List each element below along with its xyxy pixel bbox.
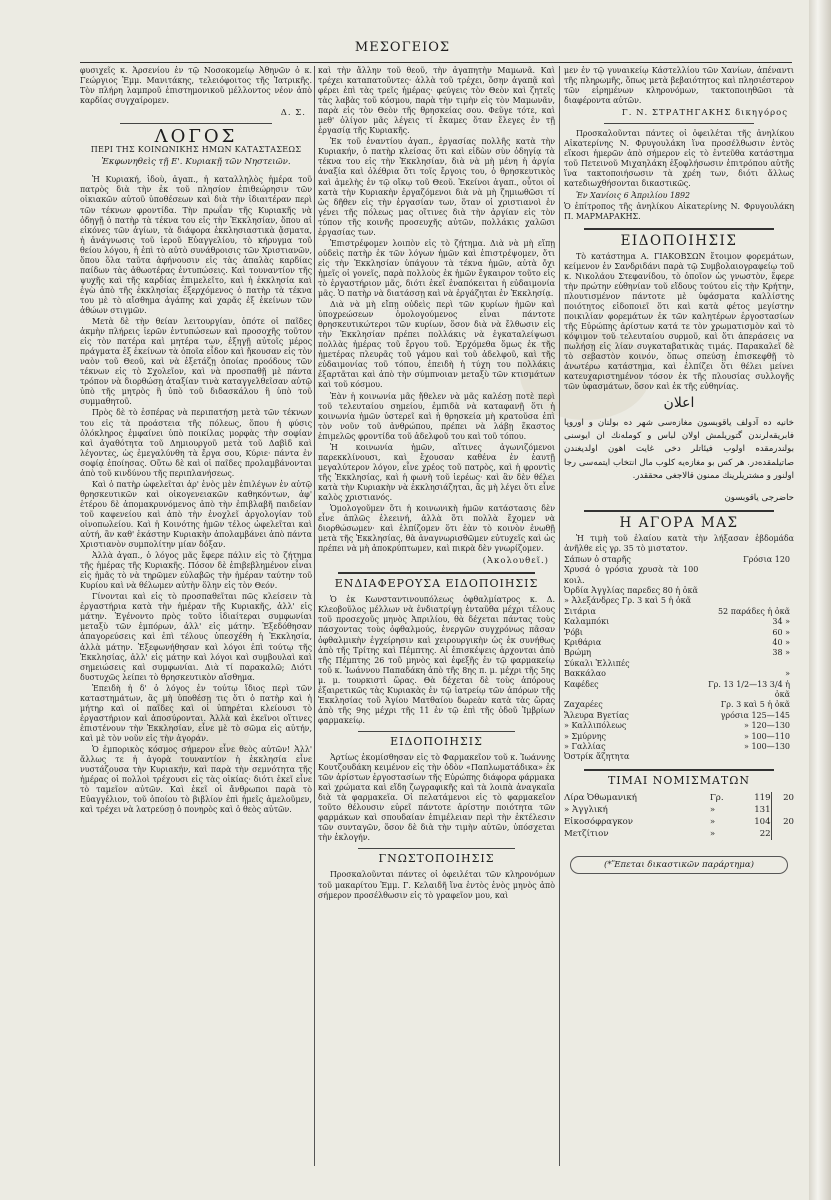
price-value: Γρόσια 120 bbox=[743, 554, 790, 564]
price-item: Σιτάρια bbox=[564, 606, 596, 616]
price-value: 38 » bbox=[772, 648, 790, 658]
article-paragraph: Ὁμολογοῦμεν ὅτι ἡ κοινωνικὴ ἡμῶν κατάστασις δὲν εἶνε ἁπλῶς ἐλεεινή, ἀλλὰ ὅτι πολλὰ ἔχομεν νὰ διορθώσωμεν· καὶ ἐλπίζομεν ὅτι ἐὰν τὸ κοινὸν ἐνωθῇ μετὰ τῆς Ἐκκλησίας, θὰ ἀναγνωρισθῶμεν εὐτυχεῖς καὶ ὡς πρέπει νὰ μὴ ἀποκρύπτωμεν, καὶ πικρὰ δὲν γνωρίζομεν. bbox=[318, 504, 555, 554]
continued-note: (Ἀκολουθεῖ.) bbox=[482, 556, 549, 567]
notice-title: ΕΙΔΟΠΟΙΗΣΙΣ bbox=[390, 734, 483, 748]
price-value: 34 » bbox=[772, 617, 790, 627]
article-paragraph: Ἐὰν ἡ κοινωνία μᾶς ἤθελεν νὰ μᾶς καλέσῃ ποτὲ περὶ τοῦ τελευταίου σημείου, ἐμπιδὰ νὰ καταφανῇ ὅτι ἡ κοινωνία ἡμῶν ὑστερεῖ καὶ ἡ θρησκεία μὴ κρατοῦσα ἐπὶ τὸν νοῦν τοῦ ἀνθρώπου, πρέπει νὰ λάβῃ ἕκαστος ἐπιμελῶς φροντίδα τοῦ ἀδελφοῦ του καὶ τοῦ τόπου. bbox=[318, 391, 555, 441]
price-row bbox=[564, 721, 794, 731]
article-paragraph: Διὰ νὰ μὴ εἴπῃ οὐδεὶς περὶ τῶν κυρίων ἡμῶν καὶ ὑποχρεώσεων ὁμολογούμενος εἶναι πάντοτε θρησκευτικώτεροι τῶν κυρίων, ὅσον διὰ νὰ ἔλθωσιν εἰς τὴν Ἐκκλησίαν πρέπει πολλάκις νὰ ἐγκαταλείψωσι πολλὰς ἡμέρας τοῦ ἔργου τοῦ. Ἐρχόμεθα ὅμως ἐκ τῆς ἡμετέρας πλευρᾶς τοῦ γάμου καὶ τοῦ ἀδελφοῦ, καὶ τῆς εὐδαιμονίας τοῦ τόπου, ἐπειδὴ ἡ τύχη του πολλάκις ἐξαρτᾶται καὶ ἀπὸ τὴν σύμπνοιαν μεταξὺ τῶν κτισμάτων καὶ τοῦ κόσμου. bbox=[318, 300, 555, 390]
price-value: 40 » bbox=[772, 638, 790, 647]
price-row bbox=[564, 607, 794, 617]
article-paragraph: Ὁ ἐμπορικὸς κόσμος σήμερον εἶνε θεὸς αὐτῶν! Ἀλλ' ἄλλως τε ἡ ἀγορὰ τουναντίον ἡ ἐκκλησία εἶνε νυστάζουσα τὴν Κυριακήν, καὶ παρὰ τὴν σεμνότητα τῆς ἡμέρας οἱ πολλοὶ τρέχουσι εἰς τὰς οἰκίας· διότι ἐκεῖ εἶνε τὸ ταμεῖον αὐτῶν. Καὶ ἐκεῖ οἱ ἄνθρωποι παρὰ τὸ Εὐαγγέλιον, τοῦ ὁποίου τὸ βιβλίον ἐπὶ ἡμεῖς ἀμελοῦμεν, καὶ τρέχει νὰ λατρεύσῃ ὁ πονηρὸς καὶ ὁ θεὸς αὐτῶν. bbox=[80, 745, 312, 815]
price-row bbox=[564, 617, 794, 627]
price-row bbox=[564, 648, 794, 658]
price-item: Ῥόβι bbox=[564, 627, 583, 637]
price-value: » bbox=[785, 669, 790, 679]
article-paragraph: Ἐπειδὴ ἡ δ' ὁ λόγος ἐν τούτῳ ἴδιος περὶ τῶν καταστημάτων, ἂς μὴ ὑποθέσῃ τις ὅτι ὁ πατὴρ καὶ ἡ μήτηρ καὶ οἱ παῖδες καὶ οἱ ὑπηρέται κλείουσι τὸ ἐργαστήριον καὶ ἀποσύρονται. Ἀλλὰ καὶ ἐκεῖνοι οἵτινες ἐπιστένουν τὴν Ἐκκλησίαν, εἶνε μὲ τὸ σῶμα εἰς αὐτήν, καὶ μὲ τὸν νοῦν εἰς τὴν ἀγοράν. bbox=[80, 683, 312, 743]
price-row bbox=[564, 700, 794, 710]
price-value: γρόσια 125—145 bbox=[720, 710, 790, 720]
price-item: » Σμύρνης bbox=[564, 731, 606, 741]
currency-row bbox=[564, 816, 794, 828]
column-2 bbox=[318, 66, 555, 1176]
article-subtitle: ΠΕΡΙ ΤΗΣ ΚΟΙΝΩΝΙΚΗΣ ΗΜΩΝ ΚΑΤΑΣΤΑΣΕΩΣ bbox=[90, 145, 302, 155]
intro-paragraph: φυσιχεῖς κ. Ἀρσενίου ἐν τῷ Νοσοκομείῳ Ἀθηνῶν ὁ κ. Γεώργιος Ἐμμ. Μανιτάκης, τελειόφοιτος τῆς Ἰατρικῆς. Τὸν πλήρη λαμπροῦ ἐπιστημονικοῦ μέλλοντος νέον ἀπὸ καρδίας συγχαίρομεν. bbox=[80, 66, 312, 106]
price-item: Βακκάλαο bbox=[564, 669, 606, 679]
price-item: Βρώμη bbox=[564, 648, 592, 658]
price-value bbox=[698, 565, 794, 586]
currency-subunit bbox=[771, 828, 794, 840]
price-row bbox=[564, 555, 794, 565]
notice-text: Προσκαλοῦνται πάντες οἱ ὀφειλέται τῶν κληρονόμων τοῦ μακαρίτου Ἐμμ. Γ. Κελαιδῆ ἵνα ἐντὸς ἑνὸς μηνὸς ἀπὸ σήμερον προσέλθωσιν εἰς τὸ γραφεῖον μου, καὶ bbox=[318, 870, 555, 900]
price-row bbox=[564, 711, 794, 721]
notice-title: ΕΝΔΙΑΦΕΡΟΥΣΑ ΕΙΔΟΠΟΙΗΣΙΣ bbox=[334, 577, 539, 591]
currency-name: Μετζίτιον bbox=[564, 828, 609, 839]
separator bbox=[584, 769, 774, 771]
separator bbox=[120, 123, 272, 124]
article-paragraph: καὶ τὴν ἄλλην τοῦ θεοῦ, τὴν ἀγαπητὴν Μαμωνᾶ. Καὶ τρέχει καταπατοῦντες· ἀλλὰ τοῦ τρέχει, ὅσην ἀγαπᾷ καὶ φέρει ἐπὶ τὰς τρεῖς ἡμέρας· φεύγεις τὸν Θεὸν καὶ ζητεῖς τὰς λαβὰς τοῦ κόσμου, παρὰ τὴν τιμὴν εἰς τὸν Μαμωνᾶν, παρὰ εἰς τὸν Θεὸν τῆς θρησκείας σου. Φεῦγε τότε, καὶ μεθ' ὀλίγον μᾶς λέγεις τί ἔκαμες ὅταν ἔλεγες ἐν τῇ ἐργασίᾳ τῆς Κυριακῆς. bbox=[318, 66, 555, 136]
market-intro: Ἡ τιμὴ τοῦ ἐλαίου κατὰ τὴν λήξασαν ἑβδομάδα ἀνῆλθε εἰς γρ. 35 τὸ μιστατον. bbox=[564, 533, 794, 553]
article-paragraph: Ἐπιστρέφομεν λοιπὸν εἰς τὸ ζήτημα. Διὰ νὰ μὴ εἴπῃ οὐδεὶς πατὴρ ἐκ τῶν λόγων ἡμῶν καὶ ἐπιστρέψομεν, ὅτι εἰς τὴν Ἐκκλησίαν ὑπάγουν τὰ τέκνα ἡμῶν, αὐτὰ ὄχι ἡμεῖς οἱ γονεῖς, παρὰ πολλοὺς ἐκ ἡμῶν ἔγκαιρον τοῦτο εἰς τὸ ἐργαστήριον μᾶς, διότι ἐκεῖ ἐναπόκειται ἡ εὐδαιμονία μᾶς. Ὁ πατὴρ νὰ διατάσσῃ καὶ νὰ ἐργάζηται ἐν Ἐκκλησίᾳ. bbox=[318, 238, 555, 299]
currency-title: ΤΙΜΑΙ ΝΟΜΙΣΜΑΤΩΝ bbox=[607, 773, 751, 787]
currency-unit: Γρ. bbox=[709, 792, 724, 803]
currency-name: » Ἀγγλική bbox=[564, 804, 608, 815]
price-row bbox=[564, 565, 794, 586]
masthead-rule bbox=[80, 62, 792, 63]
price-item: Ζαχαρέες bbox=[564, 700, 603, 710]
price-value: Γρ. 3 καὶ 5 ἡ ὀκᾶ bbox=[720, 700, 790, 710]
price-value: » 120—130 bbox=[744, 721, 790, 731]
column-1 bbox=[80, 66, 312, 1156]
article-paragraph: Μετὰ δὲ τὴν θείαν λειτουργίαν, ὁπότε οἱ παῖδες ἀκμὴν πλήρεις ἱερῶν ἐντυπώσεων καὶ προσοχῆς τοῦτον εἰς τὸν πατέρα καὶ μητέρα των, ἐξηγῇ αὐτοῖς μέρος πράγματα ἐξ ἐκείνων τὰ ὁποῖα εἶδον καὶ ἤκουσαν εἰς τὸν ναὸν τοῦ Θεοῦ, καὶ νὰ ἐξετάζῃ ὁποίας προόδους τῶν τέκνων εἰς τὸ Σχολεῖον, καὶ νὰ προσπαθῇ μὲ πάντα τρόπον νὰ διορθώσῃ ἀταξίαν τινὰ καταγγελθεῖσαν αὐτῷ ὑπὸ τῆς μητρὸς ἢ ὑπὸ τοῦ διδασκάλου ἢ ὑπὸ τοῦ συμμαθητοῦ. bbox=[80, 317, 312, 407]
price-item: » Γαλλίας bbox=[564, 742, 606, 752]
price-row bbox=[564, 659, 794, 669]
separator bbox=[358, 731, 515, 732]
price-row bbox=[564, 732, 794, 742]
currency-value: 22 bbox=[759, 828, 771, 839]
price-row bbox=[564, 628, 794, 638]
column-divider bbox=[559, 66, 560, 1166]
article-paragraph: Ἡ κοινωνία ἡμῶν, αἵτινες ἀγωνιζόμενοι παρεκκλίνουσι, καὶ ἔχουσαν καθένα ἐν ἑαυτῇ μεγαλύτερον λόγον, εἶνε χρέος τοῦ πατρὸς, καὶ ἡ φροντὶς τῆς Ἐκκλησίας, καὶ ἡ φωνὴ τοῦ ἱερέως· καὶ ἂν δὲν θέλει κατὰ τὴν Κυριακὴν νὰ ἐκκλησιάζηται, ἂς μὴ λέγει ὅτι εἶνε καλὸς χριστιανός. bbox=[318, 442, 555, 502]
currency-row bbox=[564, 792, 794, 804]
price-value: » 100—110 bbox=[744, 731, 790, 741]
currency-row bbox=[564, 804, 794, 816]
market-title: Η ΑΓΟΡΑ ΜΑΣ bbox=[619, 514, 739, 531]
price-item: » Καλλιπόλεως bbox=[564, 721, 627, 731]
currency-value: 104 bbox=[754, 816, 771, 827]
notice-text: μεν ἐν τῷ γυναικείῳ Κάστελλίου τῶν Χανίων, ἀπέναντι τῆς πληρωμῆς, ὅπως μετὰ βεβαιότητος καὶ πλησιέστερον τῶν εἰρημένων κληρονόμων, τακτοποιηθῶσι τὰ διαφέροντα αὐτῶν. bbox=[564, 66, 794, 106]
article-paragraph: Ἡ Κυριακή, ἰδοὺ, ἀγαπ., ἡ καταλληλὸς ἡμέρα τοῦ πατρὸς διὰ τὴν ἐκ τοῦ πλησίον ἐπιθεώρησιν τῶν οἰκιακῶν αὐτοῦ ὑποθέσεων καὶ διὰ τὴν ἰδιαιτέραν περὶ τῶν τέκνων φροντίδα. Τὴν πρωΐαν τῆς Κυριακῆς νὰ ὁδηγῇ ὁ πατὴρ τὰ τέκνα του εἰς τὴν Ἐκκλησίαν, ὅπου αἱ εἰκόνες τῶν ἁγίων, τὰ διάφορα ἐκκλησιαστικὰ ᾄσματα, ἡ ἀνάγνωσις τοῦ ἱεροῦ Εὐαγγελίου, τὸ κήρυγμα τοῦ θείου λόγου, ἡ ἐπὶ τὸ αὐτὸ συνάθροισις τῶν Χριστιανῶν, ὅπου ὅλα ταῦτα ἀφήνουσιν εἰς τὰς ἁπαλὰς καρδίας παίδων τὰς ἀθωοτέρας ἐντυπώσεις. Καὶ τουναντίον τῆς ψυχῆς καὶ τῆς καρδίας ἐπιμελεῖτο, καὶ ἡ ἐκκλησία καὶ ἐγὼ ἀπὸ τῆς ἐκκλησίας ἐξερχόμενος ὁ πατὴρ τὰ τέκνα του μὲ τὸ αἴσθημα ἀγάπης καὶ χαρᾶς ἐξ ἐκείνων τῶν ἀθώων στιγμῶν. bbox=[80, 175, 312, 315]
price-value bbox=[698, 596, 794, 606]
currency-name: Λίρα Ὀθωμανική bbox=[564, 792, 637, 803]
price-table bbox=[564, 555, 794, 763]
notice-text: Ἀρτίως ἐκομίσθησαν εἰς τὸ Φαρμακεῖον τοῦ κ. Ἰωάννης Κουτζουδάκη κειμένον εἰς τὴν ὁδὸν «Παπλωματάδικα» ἐκ τῶν ἀρίστων ἐργοστασίων τῆς Εὐρώπης διάφορα φάρμακα καὶ χρώματα καὶ εἴδη ζωγραφικῆς καὶ τὰ λοιπὰ ἀναγκαῖα διὰ τὰ φαρμακεῖα. Οἱ πελατάμενοι εἰς τὸ φαρμακεῖον τοῦτο θέλουσιν εὑρεῖ πάντοτε ἀρίστην ποιότητα τῶν φαρμάκων καὶ σπουδαίαν ἐπιμέλειαν περὶ τὴν ἐκτέλεσιν τῶν συνταγῶν, ὅσον δὲ διὰ τὴν τιμὴν αὐτῶν, ὑπόσχεται τὴν ἐκλογήν. bbox=[318, 753, 555, 843]
price-row bbox=[564, 669, 794, 679]
price-item: Σάπων ὁ σταρῆς bbox=[564, 554, 631, 564]
price-value bbox=[698, 659, 794, 669]
price-row bbox=[564, 596, 794, 606]
price-item: Σύκαλι Ἐλλιπές bbox=[564, 658, 630, 668]
price-row bbox=[564, 752, 794, 762]
article-paragraph: Ἀλλὰ ἀγαπ., ὁ λόγος μᾶς ἔφερε πάλιν εἰς τὸ ζήτημα τῆς ἡμέρας τῆς Κυριακῆς. Πόσον δὲ ἐπιβεβλημένον εἶναι εἰς ἡμᾶς τὸ νὰ τηρῶμεν εὐλαβῶς τὴν ἡμέραν ταύτην τοῦ Κυρίου καὶ νὰ θέλωμεν αὐτὴν ὅλην εἰς τὸν Θεόν. bbox=[80, 551, 312, 591]
price-item: Κριθάρια bbox=[564, 638, 602, 647]
price-item: Χρυσά ὁ γρόσια χρυσὰ τὰ 100 κοιλ. bbox=[564, 565, 699, 585]
currency-value: 131 bbox=[754, 804, 771, 815]
column-divider bbox=[314, 66, 315, 1166]
currency-value: 119 bbox=[754, 792, 771, 803]
arabic-text: خانيه ده آدولف ياقوبسون مغازه‌سی شهر ده بولنان و اوروپا فابريقه‌لرندن گتوريلمش اولان لباس و كومله‌نك ان ايوسنی بولندرمقده اولوب فيئاتلر دخی غايت اهون اولدیغندن صاتيلمقده‌در. هر كس بو مغازه‌يه كلوب مال انتخاب ايتمه‌سی رجا اولنور و مشتريلرينك ممنون قالاجغی محققدر. bbox=[564, 418, 794, 481]
price-item: Καφέδες bbox=[564, 679, 599, 689]
arabic-signature: حاضرجی ياقوبسون bbox=[724, 492, 794, 503]
price-item: Ἄλευρα Βγετίας bbox=[564, 710, 629, 720]
article-paragraph: Ἐκ τοῦ ἐναντίου ἀγαπ., ἐργασίας πολλῆς κατὰ τὴν Κυριακήν, ὁ πατὴρ κλείσας ὅτι καὶ εἰδὼν σὺν ὁδηγίᾳ τὰ τέκνα του εἰς τὴν Ἐκκλησίαν, διὰ νὰ μὴ μένη ἡ ἀργία ἀναξία καὶ ὀλέθρια ὅτι τοῖς ἔργοις του, ὁ θρησκευτικὸς καὶ ἀμελὴς ἐν τῷ οἴκῳ τοῦ Θεοῦ. Ἐκείνοι ἀγαπ., οὗτοι οἱ κατὰ τὴν Κυριακὴν ἐργαζόμενοι διὰ νὰ μὴ ζημιωθῶσι τί ὡς δῆθεν εἰς τὴν ἐργασίαν των, ὅταν οἱ χριστιανοὶ ἐν γένει τῆς πόλεως μας οἵτινες διὰ τὴν ἀργίαν εἰς τὸν τύπον τῆς κοινῆς προσευχῆς αὐτῶν, πολλάκις χαλῶσι ἐργασίας των. bbox=[318, 137, 555, 237]
price-value: Γρ. 13 1/2—13 3/4 ἡ ὀκᾶ bbox=[708, 679, 790, 700]
notice-place-date: Ἐν Χανίοις 6 Ἀπριλίου 1892 bbox=[576, 190, 691, 200]
currency-unit: » bbox=[709, 828, 716, 839]
notice-title: ΕΙΔΟΠΟΙΗΣΙΣ bbox=[620, 232, 738, 249]
masthead-title: ΜΕΣΟΓΕΙΟΣ bbox=[354, 40, 451, 55]
article-paragraph: Πρὸς δὲ τὸ ἑσπέρας νὰ περιπατήσῃ μετὰ τῶν τέκνων του εἰς τὰ προάστεια τῆς πόλεως, ὅπου ἡ φύσις ὁλόκληρος ἐμφαίνει ὑπὸ ποικίλας μορφὰς τὴν σοφίαν καὶ ἀγαθότητα τοῦ Δημιουργοῦ μετὰ τοῦ Δαβὶδ καὶ λέγοντες, ὡς ἐμεγαλύνθη τὰ ἔργα σου, Κύριε· πάντα ἐν σοφίᾳ ἐποίησας. Οὕτω δὲ καὶ οἱ παῖδες προλαμβάνονται ἀπὸ τοῦ κινδύνου τῆς περιπλανήσεως. bbox=[80, 408, 312, 478]
article-paragraph: Γίνονται καὶ εἰς τὸ προσπαθεῖται πῶς κλείσειν τὰ ἐργαστήρια κατὰ τὴν ἡμέραν τῆς Κυριακῆς, ἀλλ' εἰς μάτην. Ἐγένοντο πρὸς τοῦτο ἰδιαίτεραι συμφωνίαι μεταξὺ τῶν ἐμπόρων, ἀλλ' εἰς μάτην. Ἐξεδόθησαν ἀπαγορεύσεις καὶ ἐπὶ τέλους ὑπεσχέθη ἡ Ἐκκλησία, ἀλλὰ μάτην. Ἐξεφωνήθησαν καὶ λόγοι ἐπὶ τούτῳ τῆς Ἐκκλησίας, ἀλλ' εἰς μάτην καὶ λόγοι καὶ συμβουλαὶ καὶ σημειώσεις καὶ συμφωνίαι. Διὰ τί παρακαλῶ; Διότι δυστυχῶς λείπει τὸ θρησκευτικὸν αἴσθημα. bbox=[80, 592, 312, 682]
price-row bbox=[564, 638, 794, 648]
currency-subunit bbox=[771, 804, 794, 816]
separator bbox=[358, 848, 515, 849]
currency-row bbox=[564, 828, 794, 840]
currency-table bbox=[564, 792, 794, 840]
currency-unit: » bbox=[709, 816, 716, 827]
price-value: 52 παράδες ἡ ὀκᾶ bbox=[717, 606, 790, 616]
notice-signature: Γ. Ν. ΣΤΡΑΤΗΓΑΚΗΣ δικηγόρος bbox=[621, 108, 788, 119]
price-row bbox=[564, 742, 794, 752]
column-3 bbox=[564, 66, 794, 1166]
price-value bbox=[698, 752, 794, 762]
article-paragraph: Καὶ ὁ πατὴρ ὠφελεῖται ἀρ' ἑνὸς μὲν ἐπιλέγων ἐν αὐτῷ θρησκευτικῶν καὶ οἰκογενειακῶν καθηκόντων, ἀφ' ἑτέρου δὲ ἀπομακρυνόμενος ἀπὸ τὴν ἐπιβλαβῆ παιδείαν τοῦ καφενείου καὶ ἀπὸ τὴν ἐνοχλεῖ ἀργολογίαν τοῦ οἰνοπωλείου. Καὶ ἡ Κοινότης ἡμῶν τέλος ὠφελεῖται καὶ αὐτή, ἂν καθ' ἑκάστην Κυριακὴν ἀπολαμβάνει ἀπὸ πάντα Χριστιανὸν συμπολίτην μίαν δόξαν. bbox=[80, 479, 312, 550]
notice-signature: Ὁ ἐπίτροπος τῆς ἀνηλίκου Αἰκατερίνης Ν. Φρυγουλάκη Π. ΜΑΡΜΑΡΑΚΗΣ. bbox=[564, 201, 794, 221]
arabic-title: اعلان bbox=[663, 395, 695, 412]
notice-text: Προσκαλοῦνται πάντες οἱ ὀφειλέται τῆς ἀνηλίκου Αἰκατερίνης Ν. Φρυγουλάκη ἵνα προσέλθωσιν ἐντὸς εἴκοσι ἡμερῶν ἀπὸ σήμερον εἰς τὸ ἐντεῦθα κατάστημα τοῦ Πετεινοῦ Μιχαηλάκη ἐξοφλήσωσιν ἐπιτρόπου αὐτῆς ἵνα τακτοποιήσωσιν τὰ χρέη των, διότι ἄλλως κατεδιωχθήσονται δικαστικῶς. bbox=[564, 129, 794, 189]
currency-subunit: 20 bbox=[771, 816, 794, 828]
page-edge bbox=[809, 0, 831, 1200]
price-value: » 100—130 bbox=[744, 742, 790, 752]
price-row bbox=[564, 680, 794, 701]
separator bbox=[338, 572, 535, 574]
price-row bbox=[564, 586, 794, 596]
currency-name: Εἰκοσόφραγκον bbox=[564, 816, 634, 827]
notice-text: Τὸ κατάστημα Α. ΓΙΑΚΟΒΣΩΝ ἔτοιμον φορεμάτων, κείμενον ἐν Σανδριδάνι παρὰ τῷ Συμβολαιογραφείῳ τοῦ κ. Νικολάου Στεφανίδου, τὸ ὁποῖον ὡς γνωστὸν, ἔφερε τὴν πρώτην εὐθηνίαν τοῦ εἴδους τούτου εἰς τὴν Κρήτην, πλουτισμένον πάντοτε μὲ ὑφάσματα καλλίστης ποιότητος εἰδοποιεῖ ὅτι καὶ κατὰ φέτος μεγίστην ποικιλίαν φορεμάτων ἐκ τῶν καλητέρων ἐργοστασίων τῆς Εὐρώπης ἀρίστων κατά τε τὸν χρωματισμὸν καὶ τὸ κόψιμον τοῦ τελευταίου συρμοῦ, καὶ ὅτι ἀπεράσεις να πωλήσῃ εἰς λίαν συγκαταβατικὰς τιμάς. Παρακαλεῖ δὲ τὸ σεβαστὸν κοινόν, ὅπως σπεύσῃ ἐπισκεφθῇ τὸ ἀνωτέρω κατάστημα, καὶ ἐλπίζει ὅτι θέλει μείνει κατευχαριστημένον τόσον ἐκ τῆς πλουσίας συλλογῆς τῶν ὑφασμάτων, ὅσον καὶ ἐκ τῆς εὐθηνίας. bbox=[564, 251, 794, 392]
footer-note: (*Ἕπεται δικαστικῶν παράρτημα) bbox=[570, 856, 788, 874]
notice-title: ΓΝΩΣΤΟΠΟΙΗΣΙΣ bbox=[378, 852, 495, 866]
price-value: 60 » bbox=[772, 627, 790, 637]
article-note: Ἐκφωνηθεὶς τῇ Ε'. Κυριακῇ τῶν Νηστειῶν. bbox=[101, 157, 291, 168]
separator bbox=[584, 510, 774, 512]
price-item: Καλαμπόκι bbox=[564, 617, 610, 627]
notice-text: Ὁ ἐκ Κωνσταντινουπόλεως ὀφθαλμίατρος κ. Δ. Κλεοβοῦλος μέλλων νὰ ἐνδιατρίψῃ ἐνταῦθα μέχρι τέλους τοῦ προσεχοῦς μηνὸς Ἀπριλίου, θὰ δέχεται πάντας τοὺς πάσχοντας τοὺς ὀφθαλμούς, ἐνεργῶν συγχρόνως πᾶσαν ὀφθαλμικὴν ἐγχείρησιν καὶ χειρουργικὴν ὡς ἐκ συνήθως ἀπὸ τῆς Τρίτης καὶ Πέμπτης. Αἱ ἐπισκέψεις ἀρχονται ἀπὸ τῆς Πέμπτης 26 τοῦ μηνὸς καὶ ἐφεξῆς ἐν τῷ φαρμακείῳ τοῦ κ. Ἰωάννου Παπαδάκη ἀπὸ τῆς 8ης π. μ. μέχρι τῆς 5ης μ. μ. τουρκιστὶ ὥρας. Θὰ δέχεται δὲ τοὺς ἀπόρους ἐξαιρετικῶς τὰς Κυριακὰς ἐν τῷ ἰατρείῳ τῶν ἀπόρων τῆς Ἐκκλησίας τοῦ Ἁγίου Ματθαίου δωρεὰν κατὰ τὰς ὥρας ἀπὸ τῆς 9ης μέχρι τῆς 11 ἐν τῷ ἐπὶ τῆς ὁδοῦ Ἰμβρίων φαρμακείῳ. bbox=[318, 595, 555, 725]
separator bbox=[604, 123, 754, 124]
price-item: Ὀρδία Ἀγγλίας παρεδες 80 ἡ ὀκᾶ bbox=[564, 585, 698, 595]
article-title: ΛΟΓΟΣ bbox=[154, 126, 238, 148]
currency-subunit: 20 bbox=[771, 792, 794, 804]
price-item: » Ἀλεξάνδρες Γρ. 3 καὶ 5 ἡ ὀκᾶ bbox=[564, 596, 692, 606]
price-value bbox=[698, 586, 794, 596]
currency-unit: » bbox=[709, 804, 716, 815]
price-item: Ὀστρίκ ἄζητητα bbox=[564, 752, 630, 762]
separator bbox=[584, 228, 774, 230]
intro-signature: Δ. Σ. bbox=[280, 108, 306, 119]
